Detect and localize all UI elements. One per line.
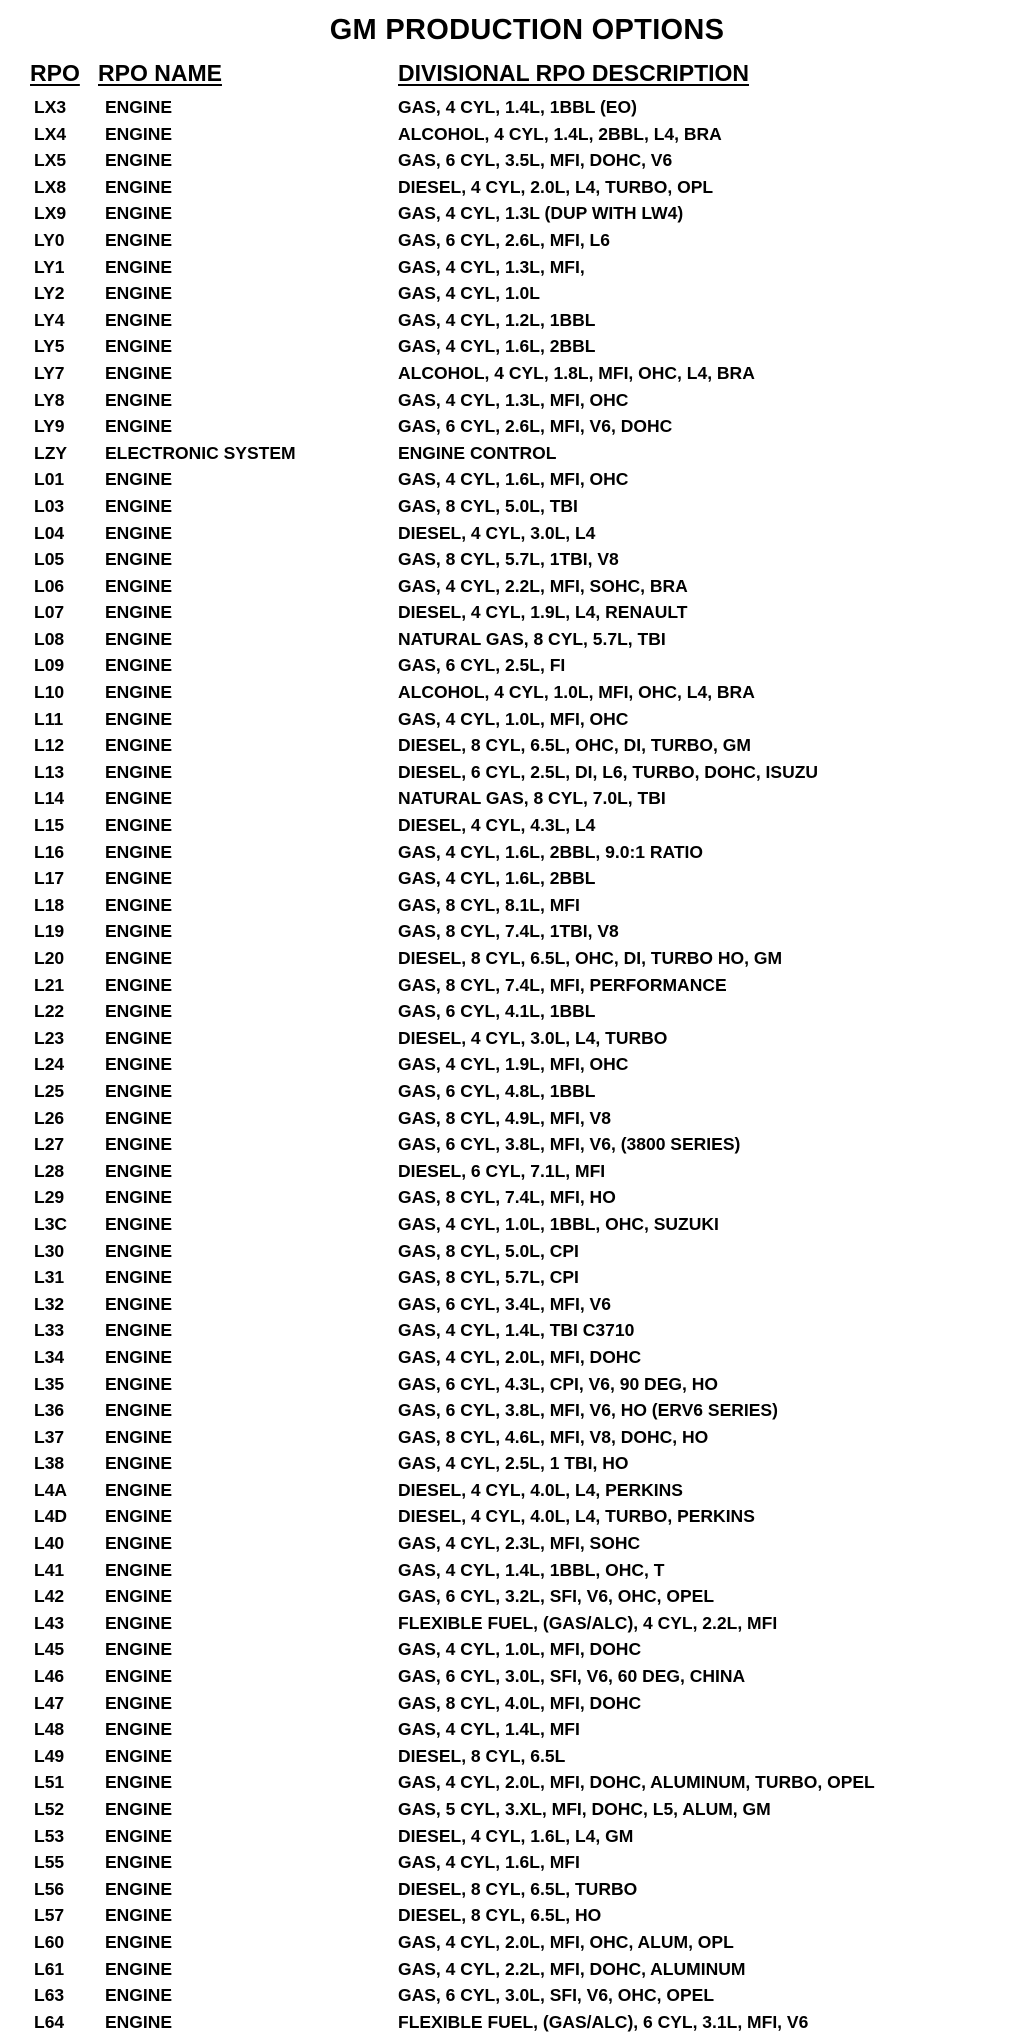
table-row <box>0 1796 1024 1823</box>
table-row <box>0 1823 1024 1850</box>
table-row <box>0 1317 1024 1344</box>
table-row <box>0 679 1024 706</box>
table-row <box>0 732 1024 759</box>
rpo-name: ENGINE <box>105 1931 173 1952</box>
rpo-description: GAS, 5 CYL, 3.XL, MFI, DOHC, L5, ALUM, GM <box>398 1799 771 1819</box>
rpo-description: GAS, 4 CYL, 1.0L, 1BBL, OHC, SUZUKI <box>398 1213 719 1234</box>
rpo-description: GAS, 8 CYL, 7.4L, MFI, HO <box>398 1187 616 1208</box>
rpo-code: L46 <box>34 1666 65 1687</box>
rpo-code: LX3 <box>34 97 67 117</box>
rpo-name: ENGINE <box>105 123 173 144</box>
rpo-description: GAS, 8 CYL, 4.9L, MFI, V8 <box>398 1107 611 1128</box>
rpo-description: GAS, 4 CYL, 2.0L, MFI, DOHC, ALUMINUM, TURBO, OPEL <box>398 1772 875 1793</box>
rpo-description: GAS, 4 CYL, 1.6L, 2BBL, 9.0:1 RATIO <box>398 841 704 862</box>
table-row <box>0 2009 1024 2035</box>
rpo-description: DIESEL, 4 CYL, 1.6L, L4, GM <box>398 1825 634 1846</box>
rpo-name: ENGINE <box>105 1453 173 1474</box>
rpo-name: ENGINE <box>105 1799 173 1819</box>
rpo-description: GAS, 8 CYL, 4.6L, MFI, V8, DOHC, HO <box>398 1426 709 1447</box>
rpo-description: ALCOHOL, 4 CYL, 1.8L, MFI, OHC, L4, BRA <box>398 362 755 383</box>
rpo-description: GAS, 4 CYL, 2.0L, MFI, OHC, ALUM, OPL <box>398 1931 734 1952</box>
rpo-description: GAS, 6 CYL, 4.3L, CPI, V6, 90 DEG, HO <box>398 1373 718 1394</box>
table-row <box>0 1610 1024 1637</box>
rpo-code: LY4 <box>34 309 65 330</box>
rpo-code: L33 <box>34 1320 65 1341</box>
table-row <box>0 626 1024 653</box>
rpo-code: L55 <box>34 1852 65 1873</box>
rpo-name: ENGINE <box>105 1426 173 1447</box>
rpo-code: L34 <box>34 1346 65 1367</box>
rpo-name: ENGINE <box>105 549 173 570</box>
rpo-name: ENGINE <box>105 1985 173 2006</box>
table-row <box>0 493 1024 520</box>
table-header <box>0 60 1024 92</box>
rpo-name: ENGINE <box>105 868 173 889</box>
rpo-description: GAS, 4 CYL, 1.3L, MFI, <box>398 256 585 277</box>
rpo-name: ENGINE <box>105 176 173 197</box>
rpo-code: L16 <box>34 841 65 862</box>
rpo-code: LY2 <box>34 283 65 304</box>
rpo-name: ENGINE <box>105 1107 173 1128</box>
rpo-description: GAS, 6 CYL, 3.0L, SFI, V6, OHC, OPEL <box>398 1985 715 2006</box>
table-row <box>0 254 1024 281</box>
table-row <box>0 1956 1024 1983</box>
rpo-code: L04 <box>34 522 65 543</box>
rpo-description: DIESEL, 4 CYL, 3.0L, L4 <box>398 522 596 543</box>
rpo-code: L31 <box>34 1267 65 1288</box>
table-row <box>0 652 1024 679</box>
table-row <box>0 706 1024 733</box>
table-row <box>0 945 1024 972</box>
table-row <box>0 280 1024 307</box>
table-row <box>0 1876 1024 1903</box>
rpo-code: L30 <box>34 1240 65 1261</box>
table-row <box>0 1902 1024 1929</box>
rpo-description: GAS, 4 CYL, 1.3L (DUP WITH LW4) <box>398 203 684 224</box>
rpo-code: L10 <box>34 682 65 703</box>
column-header-rpo: RPO <box>30 60 80 86</box>
rpo-code: L52 <box>34 1799 65 1819</box>
rpo-code: L28 <box>34 1160 65 1181</box>
rpo-code: LX5 <box>34 150 67 171</box>
table-row <box>0 1051 1024 1078</box>
table-row <box>0 1503 1024 1530</box>
rpo-name: ENGINE <box>105 256 173 277</box>
page-title: GM PRODUCTION OPTIONS <box>329 14 725 46</box>
rpo-name: ENGINE <box>105 283 173 304</box>
table-row <box>0 121 1024 148</box>
rpo-code: L27 <box>34 1134 65 1155</box>
rpo-name: ENGINE <box>105 628 173 649</box>
rpo-description: GAS, 6 CYL, 2.5L, FI <box>398 655 566 676</box>
column-header-description: DIVISIONAL RPO DESCRIPTION <box>398 60 750 86</box>
rpo-description: GAS, 8 CYL, 5.7L, CPI <box>398 1267 579 1288</box>
rpo-description: GAS, 6 CYL, 3.4L, MFI, V6 <box>398 1293 611 1314</box>
rpo-description: GAS, 4 CYL, 2.0L, MFI, DOHC <box>398 1346 642 1367</box>
rpo-description: FLEXIBLE FUEL, (GAS/ALC), 4 CYL, 2.2L, MFI <box>398 1612 778 1633</box>
column-header-rpo-name: RPO NAME <box>98 60 222 86</box>
rpo-code: L19 <box>34 921 65 942</box>
rpo-code: L13 <box>34 761 65 782</box>
rpo-name: ENGINE <box>105 1080 173 1101</box>
rpo-description: DIESEL, 6 CYL, 2.5L, DI, L6, TURBO, DOHC, ISUZU <box>398 761 819 782</box>
rpo-code: L60 <box>34 1931 65 1952</box>
rpo-name: ENGINE <box>105 602 173 623</box>
rpo-description: DIESEL, 8 CYL, 6.5L <box>398 1745 566 1766</box>
rpo-code: L18 <box>34 894 65 915</box>
rpo-code: L06 <box>34 575 65 596</box>
rpo-code: LY5 <box>34 336 65 357</box>
rpo-description: NATURAL GAS, 8 CYL, 5.7L, TBI <box>398 628 666 649</box>
rpo-code: L43 <box>34 1612 65 1633</box>
rpo-description: GAS, 4 CYL, 1.4L, 1BBL, OHC, T <box>398 1559 665 1580</box>
rpo-name: ENGINE <box>105 229 173 250</box>
rpo-name: ENGINE <box>105 894 173 915</box>
table-row <box>0 785 1024 812</box>
rpo-description: DIESEL, 8 CYL, 6.5L, OHC, DI, TURBO, GM <box>398 735 751 756</box>
rpo-name: ENGINE <box>105 1666 173 1687</box>
options-table <box>0 94 1024 2035</box>
rpo-description: GAS, 4 CYL, 1.4L, TBI C3710 <box>398 1320 635 1341</box>
rpo-description: GAS, 4 CYL, 1.3L, MFI, OHC <box>398 389 629 410</box>
table-row <box>0 1583 1024 1610</box>
rpo-description: GAS, 6 CYL, 3.8L, MFI, V6, (3800 SERIES) <box>398 1134 741 1155</box>
rpo-name: ENGINE <box>105 203 173 224</box>
rpo-description: GAS, 6 CYL, 2.6L, MFI, L6 <box>398 229 610 250</box>
rpo-name: ENGINE <box>105 362 173 383</box>
rpo-description: DIESEL, 4 CYL, 1.9L, L4, RENAULT <box>398 602 688 623</box>
rpo-description: GAS, 8 CYL, 7.4L, 1TBI, V8 <box>398 921 619 942</box>
table-row <box>0 812 1024 839</box>
rpo-code: L37 <box>34 1426 65 1447</box>
rpo-name: ENGINE <box>105 522 173 543</box>
rpo-name: ENGINE <box>105 1187 173 1208</box>
rpo-description: GAS, 4 CYL, 2.2L, MFI, DOHC, ALUMINUM <box>398 1958 746 1979</box>
rpo-code: L61 <box>34 1958 65 1979</box>
rpo-description: GAS, 6 CYL, 3.2L, SFI, V6, OHC, OPEL <box>398 1586 715 1607</box>
table-row <box>0 546 1024 573</box>
rpo-code: L09 <box>34 655 65 676</box>
rpo-code: L15 <box>34 815 65 836</box>
rpo-name: ENGINE <box>105 309 173 330</box>
rpo-code: LX8 <box>34 176 67 197</box>
table-row <box>0 200 1024 227</box>
rpo-code: L47 <box>34 1692 65 1713</box>
table-row <box>0 94 1024 121</box>
rpo-description: GAS, 4 CYL, 1.6L, 2BBL <box>398 868 596 889</box>
rpo-name: ENGINE <box>105 1160 173 1181</box>
rpo-name: ENGINE <box>105 708 173 729</box>
table-row <box>0 174 1024 201</box>
rpo-code: L3C <box>34 1213 68 1234</box>
rpo-name: ENGINE <box>105 2011 173 2032</box>
table-row <box>0 865 1024 892</box>
rpo-code: L36 <box>34 1400 65 1421</box>
table-row <box>0 1769 1024 1796</box>
table-row <box>0 1663 1024 1690</box>
table-row <box>0 1158 1024 1185</box>
rpo-name: ELECTRONIC SYSTEM <box>105 442 296 463</box>
rpo-name: ENGINE <box>105 974 173 995</box>
rpo-code: L49 <box>34 1745 65 1766</box>
table-row <box>0 1131 1024 1158</box>
rpo-name: ENGINE <box>105 1719 173 1740</box>
rpo-name: ENGINE <box>105 1772 173 1793</box>
rpo-code: L22 <box>34 1001 65 1022</box>
rpo-name: ENGINE <box>105 1825 173 1846</box>
table-row <box>0 1025 1024 1052</box>
rpo-code: L51 <box>34 1772 65 1793</box>
rpo-name: ENGINE <box>105 1958 173 1979</box>
rpo-name: ENGINE <box>105 735 173 756</box>
rpo-name: ENGINE <box>105 1745 173 1766</box>
table-row <box>0 1424 1024 1451</box>
rpo-name: ENGINE <box>105 1586 173 1607</box>
rpo-description: GAS, 4 CYL, 1.6L, MFI, OHC <box>398 469 629 490</box>
rpo-description: GAS, 6 CYL, 3.0L, SFI, V6, 60 DEG, CHINA <box>398 1666 746 1687</box>
rpo-description: ALCOHOL, 4 CYL, 1.4L, 2BBL, L4, BRA <box>398 123 722 144</box>
rpo-code: L32 <box>34 1293 65 1314</box>
rpo-code: L29 <box>34 1187 65 1208</box>
rpo-name: ENGINE <box>105 336 173 357</box>
rpo-code: LX4 <box>34 123 67 144</box>
rpo-code: L4A <box>34 1479 68 1500</box>
rpo-code: L40 <box>34 1533 65 1554</box>
rpo-code: L4D <box>34 1506 68 1527</box>
rpo-name: ENGINE <box>105 948 173 968</box>
table-row <box>0 1397 1024 1424</box>
rpo-name: ENGINE <box>105 1692 173 1713</box>
rpo-name: ENGINE <box>105 841 173 862</box>
rpo-name: ENGINE <box>105 1612 173 1633</box>
rpo-code: LY1 <box>34 256 65 277</box>
table-row <box>0 1344 1024 1371</box>
rpo-name: ENGINE <box>105 815 173 836</box>
rpo-description: DIESEL, 4 CYL, 4.0L, L4, TURBO, PERKINS <box>398 1506 755 1527</box>
rpo-name: ENGINE <box>105 150 173 171</box>
rpo-code: L07 <box>34 602 65 623</box>
rpo-description: DIESEL, 8 CYL, 6.5L, OHC, DI, TURBO HO, GM <box>398 948 783 968</box>
table-row <box>0 520 1024 547</box>
table-row <box>0 1238 1024 1265</box>
rpo-description: GAS, 8 CYL, 5.7L, 1TBI, V8 <box>398 549 619 570</box>
table-row <box>0 413 1024 440</box>
table-row <box>0 1450 1024 1477</box>
table-row <box>0 1078 1024 1105</box>
rpo-code: L48 <box>34 1719 65 1740</box>
rpo-description: GAS, 8 CYL, 4.0L, MFI, DOHC <box>398 1692 642 1713</box>
rpo-code: L63 <box>34 1985 65 2006</box>
table-row <box>0 1690 1024 1717</box>
rpo-description: GAS, 4 CYL, 1.0L <box>398 283 540 304</box>
table-row <box>0 307 1024 334</box>
rpo-description: GAS, 4 CYL, 1.4L, 1BBL (EO) <box>398 97 637 117</box>
table-row <box>0 333 1024 360</box>
table-row <box>0 1211 1024 1238</box>
rpo-name: ENGINE <box>105 1905 173 1926</box>
rpo-description: GAS, 6 CYL, 2.6L, MFI, V6, DOHC <box>398 416 673 437</box>
table-row <box>0 759 1024 786</box>
table-row <box>0 1636 1024 1663</box>
rpo-name: ENGINE <box>105 1001 173 1022</box>
rpo-name: ENGINE <box>105 1559 173 1580</box>
rpo-description: DIESEL, 4 CYL, 4.3L, L4 <box>398 815 596 836</box>
rpo-description: NATURAL GAS, 8 CYL, 7.0L, TBI <box>398 788 666 809</box>
rpo-code: L41 <box>34 1559 65 1580</box>
rpo-name: ENGINE <box>105 1054 173 1075</box>
table-row <box>0 1849 1024 1876</box>
rpo-code: LX9 <box>34 203 67 224</box>
rpo-code: L35 <box>34 1373 65 1394</box>
table-row <box>0 1743 1024 1770</box>
rpo-code: L23 <box>34 1027 65 1048</box>
rpo-name: ENGINE <box>105 1639 173 1660</box>
rpo-description: GAS, 4 CYL, 1.9L, MFI, OHC <box>398 1054 629 1075</box>
rpo-description: GAS, 4 CYL, 2.3L, MFI, SOHC <box>398 1533 641 1554</box>
rpo-description: GAS, 6 CYL, 4.8L, 1BBL <box>398 1080 596 1101</box>
rpo-code: L21 <box>34 974 65 995</box>
rpo-code: L42 <box>34 1586 65 1607</box>
rpo-code: L38 <box>34 1453 65 1474</box>
rpo-code: L01 <box>34 469 65 490</box>
rpo-code: L20 <box>34 948 65 968</box>
rpo-description: DIESEL, 8 CYL, 6.5L, TURBO <box>398 1878 638 1899</box>
rpo-name: ENGINE <box>105 1320 173 1341</box>
rpo-code: L56 <box>34 1878 65 1899</box>
rpo-name: ENGINE <box>105 469 173 490</box>
rpo-name: ENGINE <box>105 1373 173 1394</box>
rpo-description: GAS, 4 CYL, 2.5L, 1 TBI, HO <box>398 1453 629 1474</box>
rpo-code: LY7 <box>34 362 65 383</box>
rpo-name: ENGINE <box>105 1479 173 1500</box>
rpo-code: L17 <box>34 868 65 889</box>
rpo-name: ENGINE <box>105 1240 173 1261</box>
table-row <box>0 387 1024 414</box>
rpo-name: ENGINE <box>105 1852 173 1873</box>
rpo-name: ENGINE <box>105 495 173 516</box>
rpo-name: ENGINE <box>105 655 173 676</box>
table-row <box>0 466 1024 493</box>
rpo-description: DIESEL, 6 CYL, 7.1L, MFI <box>398 1160 606 1181</box>
rpo-code: LY8 <box>34 389 65 410</box>
rpo-name: ENGINE <box>105 575 173 596</box>
rpo-description: GAS, 4 CYL, 2.2L, MFI, SOHC, BRA <box>398 575 688 596</box>
rpo-description: ENGINE CONTROL <box>398 442 557 463</box>
rpo-description: GAS, 4 CYL, 1.2L, 1BBL <box>398 309 596 330</box>
rpo-code: L08 <box>34 628 65 649</box>
rpo-code: L26 <box>34 1107 65 1128</box>
rpo-code: L64 <box>34 2011 65 2032</box>
rpo-description: GAS, 8 CYL, 8.1L, MFI <box>398 894 580 915</box>
table-row <box>0 998 1024 1025</box>
rpo-description: DIESEL, 8 CYL, 6.5L, HO <box>398 1905 602 1926</box>
table-row <box>0 1184 1024 1211</box>
table-row <box>0 892 1024 919</box>
rpo-code: LY9 <box>34 416 65 437</box>
rpo-name: ENGINE <box>105 1506 173 1527</box>
table-row <box>0 573 1024 600</box>
table-row <box>0 839 1024 866</box>
rpo-name: ENGINE <box>105 97 173 117</box>
rpo-name: ENGINE <box>105 1400 173 1421</box>
rpo-code: L25 <box>34 1080 65 1101</box>
table-row <box>0 1371 1024 1398</box>
rpo-description: DIESEL, 4 CYL, 3.0L, L4, TURBO <box>398 1027 668 1048</box>
rpo-description: GAS, 6 CYL, 3.8L, MFI, V6, HO (ERV6 SERIES) <box>398 1400 778 1421</box>
table-row <box>0 918 1024 945</box>
table-row <box>0 1929 1024 1956</box>
rpo-code: L03 <box>34 495 65 516</box>
rpo-description: DIESEL, 4 CYL, 4.0L, L4, PERKINS <box>398 1479 683 1500</box>
rpo-name: ENGINE <box>105 1293 173 1314</box>
table-row <box>0 1291 1024 1318</box>
rpo-description: GAS, 8 CYL, 7.4L, MFI, PERFORMANCE <box>398 974 727 995</box>
table-row <box>0 227 1024 254</box>
rpo-name: ENGINE <box>105 1134 173 1155</box>
rpo-code: LZY <box>34 442 68 463</box>
rpo-code: L53 <box>34 1825 65 1846</box>
rpo-name: ENGINE <box>105 788 173 809</box>
rpo-code: L11 <box>34 708 64 729</box>
table-row <box>0 440 1024 467</box>
table-row <box>0 1264 1024 1291</box>
rpo-description: GAS, 4 CYL, 1.6L, MFI <box>398 1852 580 1873</box>
rpo-description: FLEXIBLE FUEL, (GAS/ALC), 6 CYL, 3.1L, MFI, V6 <box>398 2011 809 2032</box>
table-row <box>0 972 1024 999</box>
rpo-name: ENGINE <box>105 921 173 942</box>
table-row <box>0 1557 1024 1584</box>
rpo-name: ENGINE <box>105 1267 173 1288</box>
rpo-code: LY0 <box>34 229 65 250</box>
table-row <box>0 1982 1024 2009</box>
table-row <box>0 1530 1024 1557</box>
table-row <box>0 1105 1024 1132</box>
rpo-name: ENGINE <box>105 682 173 703</box>
rpo-name: ENGINE <box>105 389 173 410</box>
table-row <box>0 1477 1024 1504</box>
rpo-name: ENGINE <box>105 1533 173 1554</box>
rpo-description: GAS, 6 CYL, 3.5L, MFI, DOHC, V6 <box>398 150 673 171</box>
rpo-description: GAS, 4 CYL, 1.0L, MFI, OHC <box>398 708 629 729</box>
rpo-name: ENGINE <box>105 1346 173 1367</box>
rpo-code: L05 <box>34 549 65 570</box>
table-row <box>0 147 1024 174</box>
rpo-code: L24 <box>34 1054 65 1075</box>
rpo-name: ENGINE <box>105 1213 173 1234</box>
rpo-name: ENGINE <box>105 1027 173 1048</box>
rpo-code: L57 <box>34 1905 65 1926</box>
rpo-code: L45 <box>34 1639 65 1660</box>
rpo-code: L14 <box>34 788 65 809</box>
rpo-description: DIESEL, 4 CYL, 2.0L, L4, TURBO, OPL <box>398 176 714 197</box>
table-row <box>0 599 1024 626</box>
rpo-description: ALCOHOL, 4 CYL, 1.0L, MFI, OHC, L4, BRA <box>398 682 755 703</box>
rpo-description: GAS, 8 CYL, 5.0L, CPI <box>398 1240 579 1261</box>
rpo-name: ENGINE <box>105 1878 173 1899</box>
rpo-code: L12 <box>34 735 65 756</box>
rpo-name: ENGINE <box>105 761 173 782</box>
table-row <box>0 1716 1024 1743</box>
rpo-description: GAS, 4 CYL, 1.4L, MFI <box>398 1719 580 1740</box>
rpo-name: ENGINE <box>105 416 173 437</box>
table-row <box>0 360 1024 387</box>
rpo-description: GAS, 6 CYL, 4.1L, 1BBL <box>398 1001 596 1022</box>
rpo-description: GAS, 4 CYL, 1.0L, MFI, DOHC <box>398 1639 642 1660</box>
rpo-description: GAS, 4 CYL, 1.6L, 2BBL <box>398 336 596 357</box>
rpo-description: GAS, 8 CYL, 5.0L, TBI <box>398 495 578 516</box>
